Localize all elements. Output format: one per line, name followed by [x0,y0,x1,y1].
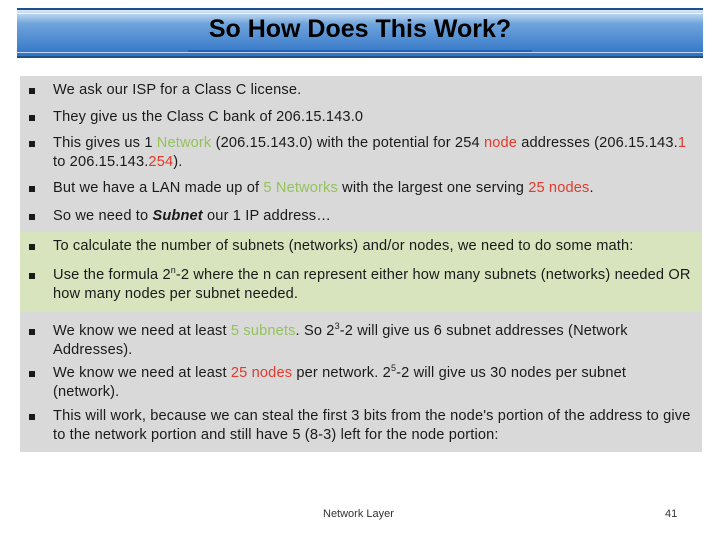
bullet-text: Use the formula 2$^n$-2 where the n can represent either how many subnets (networks) needed OR how many nodes per subnet needed. [53,265,691,302]
subnet-emphasis: Subnet [152,208,203,224]
bullet-icon [29,273,35,279]
grey-panel-bottom [20,312,702,452]
bullet-icon [29,244,35,250]
nodes-highlight: 25 nodes [528,180,590,196]
page-number: 41 [665,508,678,520]
bullet-text: This gives us 1 Network (206.15.143.0) with the potential for 254 node addresses (206.15.143.1 to 206.15.143.254). [53,135,687,170]
bullet-text: They give us the Class C bank of 206.15.143.0 [53,109,364,125]
bullet-icon [29,115,35,121]
nodes-highlight: 25 nodes [230,365,293,381]
bullet-text: We know we need at least 25 nodes per network. $2^5-2$ will give us 30 nodes per subnet (network). [53,363,627,400]
node-highlight: node [483,135,518,151]
bullet-icon [29,214,35,220]
bullet-text: To calculate the number of subnets (networks) and/or nodes, we need to do some math: [53,238,634,254]
subnets-highlight: 5 subnets [230,323,296,339]
bullet-text: This will work, because we can steal the first 3 bits from the node's portion of the address to give to the network portion and still have 5 (8-3) left for the node portion: [53,408,691,443]
bullet-text: We ask our ISP for a Class C license. [53,82,302,98]
bullet-text: So we need to Subnet our 1 IP address… [53,208,331,224]
network-highlight: Network [156,135,212,151]
bullet-text: But we have a LAN made up of 5 Networks with the largest one serving 25 nodes. [53,180,594,196]
bullet-icon [29,186,35,192]
bullet-icon [29,414,35,420]
bullet-text: We know we need at least 5 subnets. So $2^3-2$ will give us 6 subnet addresses (Network Addresses). [53,321,628,358]
title-underline [188,50,532,52]
green-panel [20,232,702,312]
footer-label: Network Layer [323,508,394,520]
bullet-icon [29,371,35,377]
slide-title: So How Does This Work? [208,15,512,43]
bullet-icon [29,141,35,147]
bullet-icon [29,88,35,94]
grey-panel-top [20,76,702,232]
networks-highlight: 5 Networks [263,180,338,196]
bullet-icon [29,329,35,335]
